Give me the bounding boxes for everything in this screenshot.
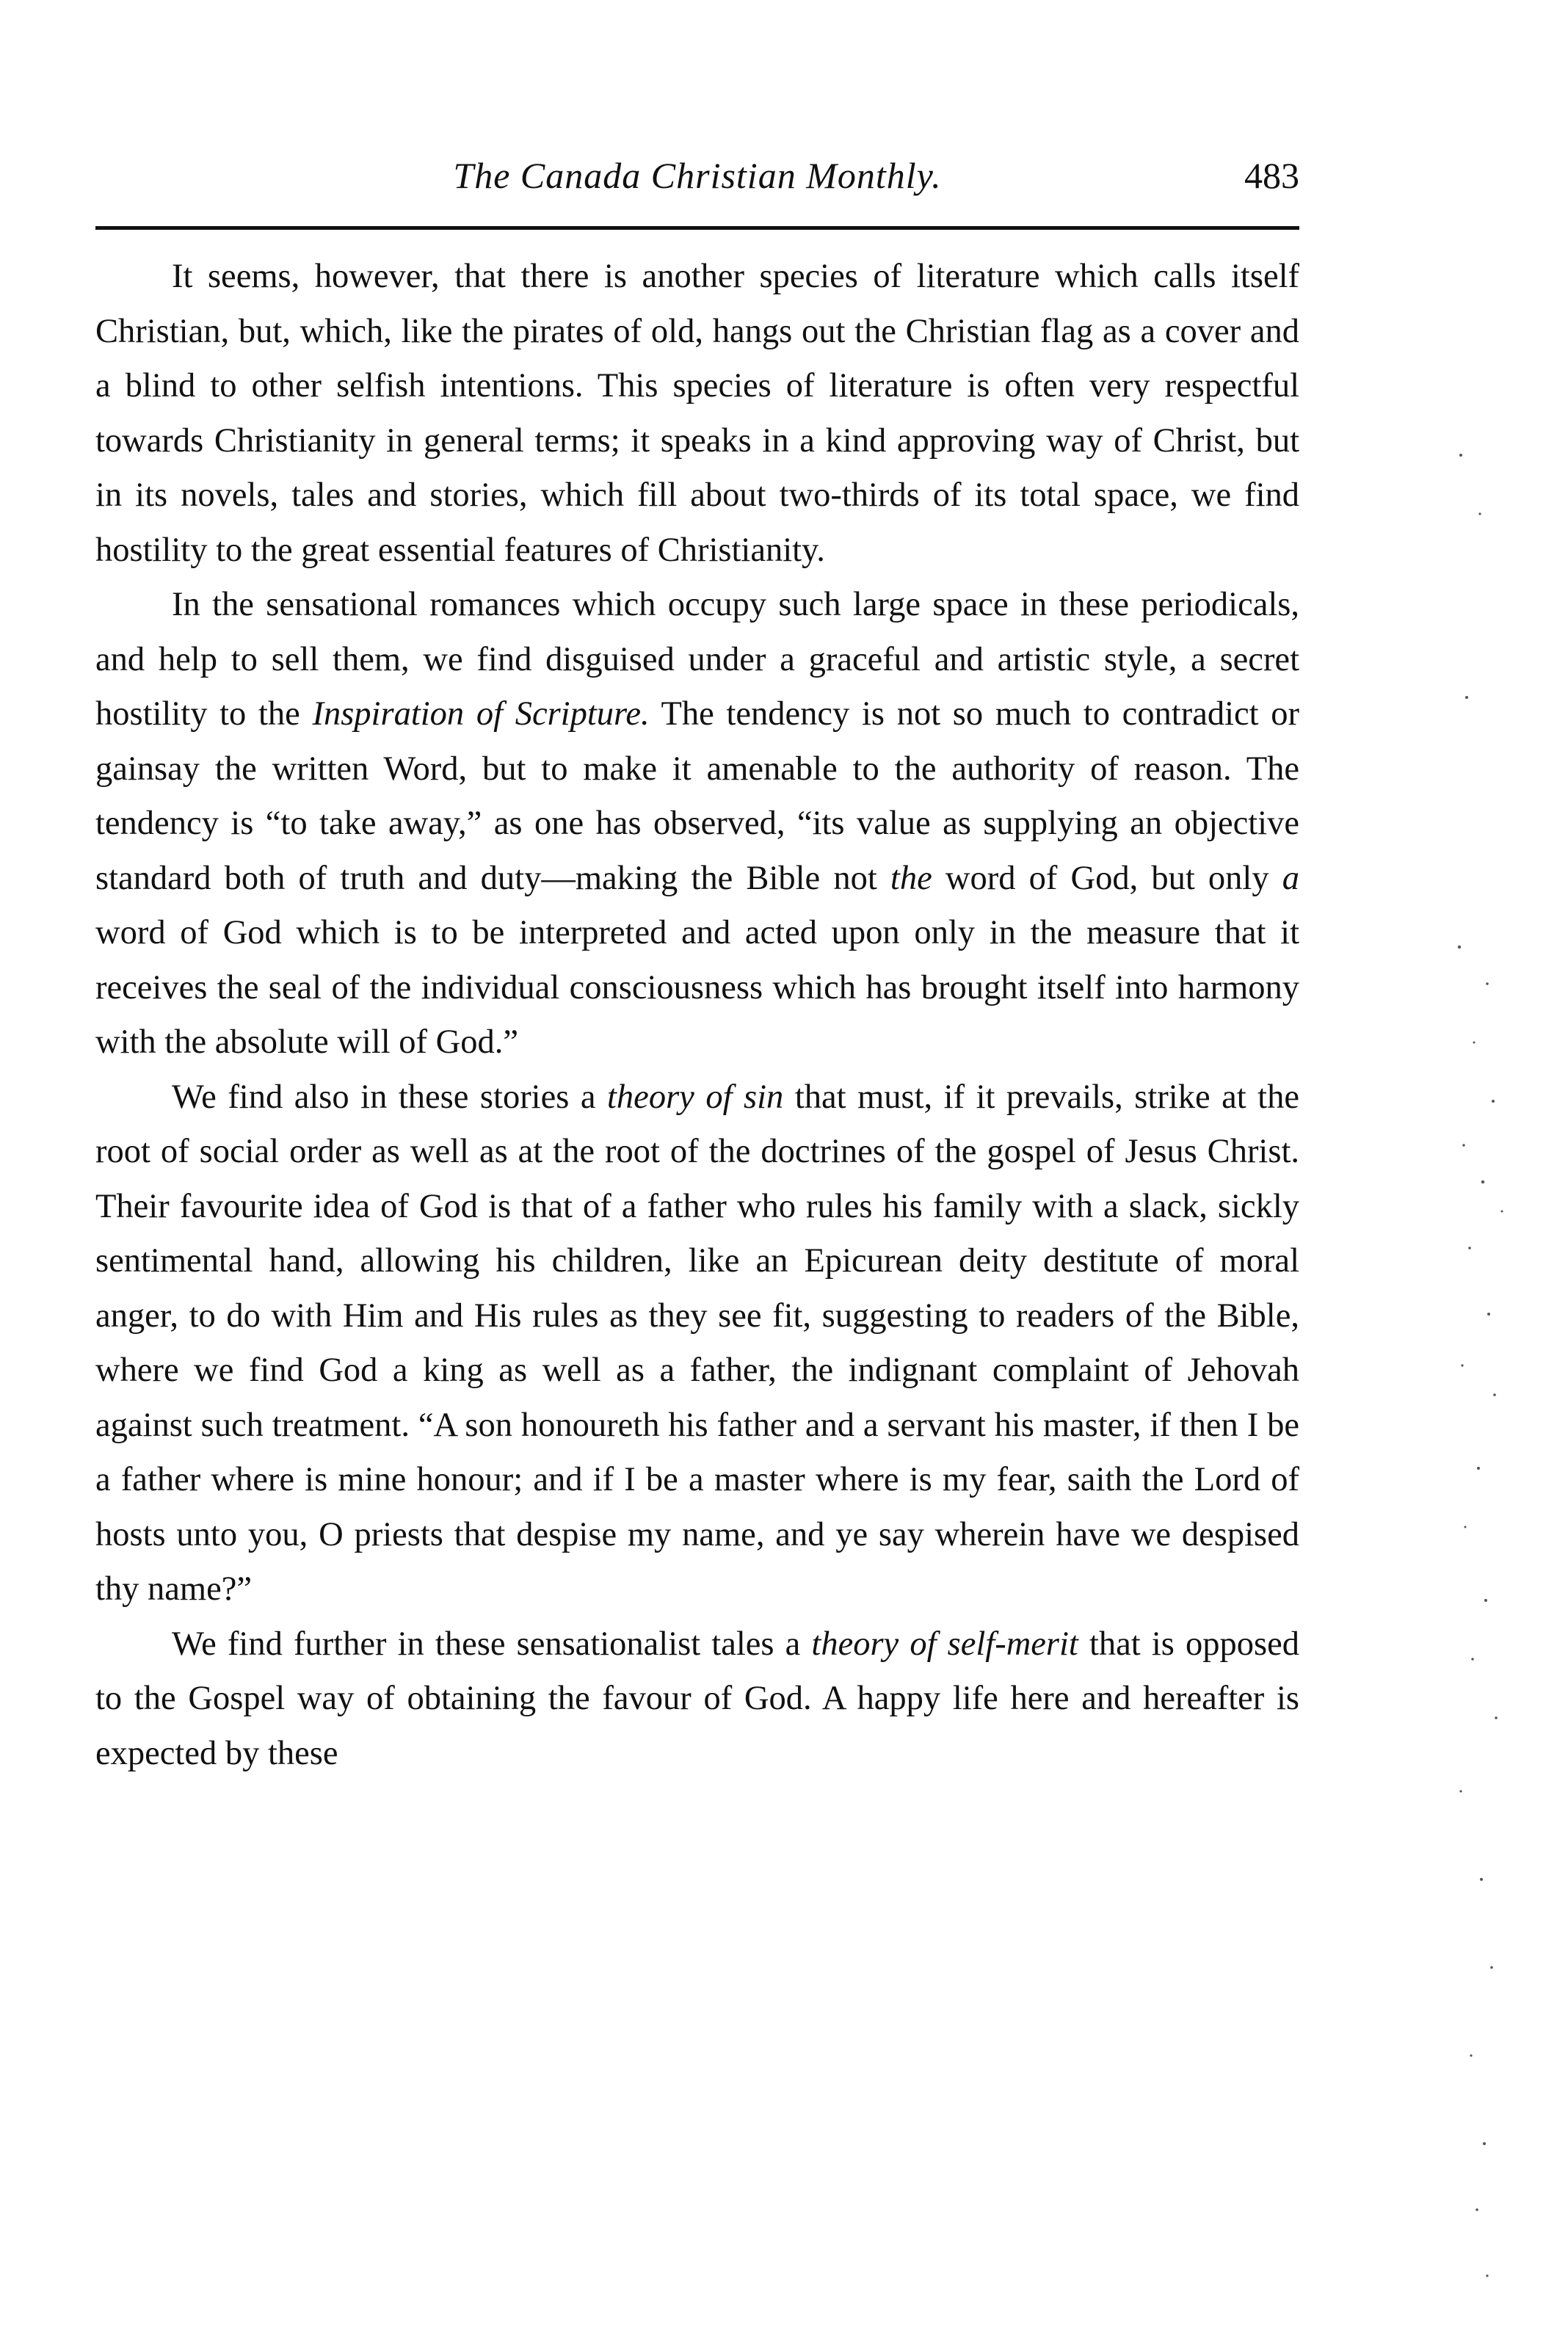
paragraph-2 [95, 578, 1299, 1070]
paragraph-1 [95, 250, 1299, 578]
margin-specks [1451, 0, 1568, 2336]
paragraph-4 [95, 1617, 1299, 1782]
paragraph-3 [95, 1070, 1299, 1617]
body-text [95, 250, 1299, 1781]
text-segment: The tendency is not so much to contradict or gainsay the written Word, but to make it amenable to the authority of reason. The tendency is “to take away,” as one has observed, “its value as supplying an objective standard both of truth and duty—making the Bible not [95, 695, 1299, 897]
text-segment: that is opposed to the Gospel way of obtaining the favour of God. A happy life here and hereafter is expected by these [95, 1625, 1299, 1772]
text-segment: word of God which is to be interpreted and acted upon only in the measure that it receives the seal of the individual consciousness which has brought itself into harmony with the absolute will of God.” [95, 914, 1299, 1061]
text-segment: that must, if it prevails, strike at the root of social order as well as at the root of the doctrines of the gospel of Jesus Christ. Their favourite idea of God is that of a father who rules his family with a slack, sickly sentimental hand, allowing his children, like an Epicurean deity destitute of moral anger, to do with Him and His rules as they see fit, suggesting to readers of the Bible, where we find God a king as well as a father, the indignant complaint of Jehovah against such treatment. “A son honoureth his father and a servant his master, if then I be a father where is mine honour; and if I be a master where is my fear, saith the Lord of hosts unto you, O priests that despise my name, and ye say wherein have we despised thy name?” [95, 1078, 1299, 1608]
italic-word-the: the [890, 859, 932, 897]
running-title: The Canada Christian Monthly. [453, 155, 942, 196]
text-segment: We find further in these sensationalist tales a [172, 1625, 812, 1663]
italic-word-a: a [1282, 859, 1299, 897]
italic-phrase-theory-of-sin: theory of sin [607, 1078, 784, 1116]
text-segment: In the sensational romances which occupy such large space in these periodicals, and help to sell them, we find disguised under a graceful and artistic style, a secret hostility to the [95, 586, 1299, 733]
text-segment: word of God, but only [932, 859, 1282, 897]
italic-phrase-theory-of-self-merit: theory of self-merit [811, 1625, 1078, 1663]
running-head [95, 147, 1299, 213]
header-rule [95, 226, 1299, 230]
text-segment: It seems, however, that there is another species of literature which calls itself Christian, but, which, like the pirates of old, hangs out the Christian flag as a cover and a blind to other selfish intentions. This species of literature is often very respectful towards Christianity in general terms; it speaks in a kind approving way of Christ, but in its novels, tales and stories, which fill about two-thirds of its total space, we find hostility to the great essential features of Christianity. [95, 258, 1299, 569]
page-number: 483 [1244, 155, 1299, 196]
text-segment: We find also in these stories a [172, 1078, 608, 1116]
italic-phrase-inspiration: Inspiration of Scripture. [312, 695, 650, 733]
